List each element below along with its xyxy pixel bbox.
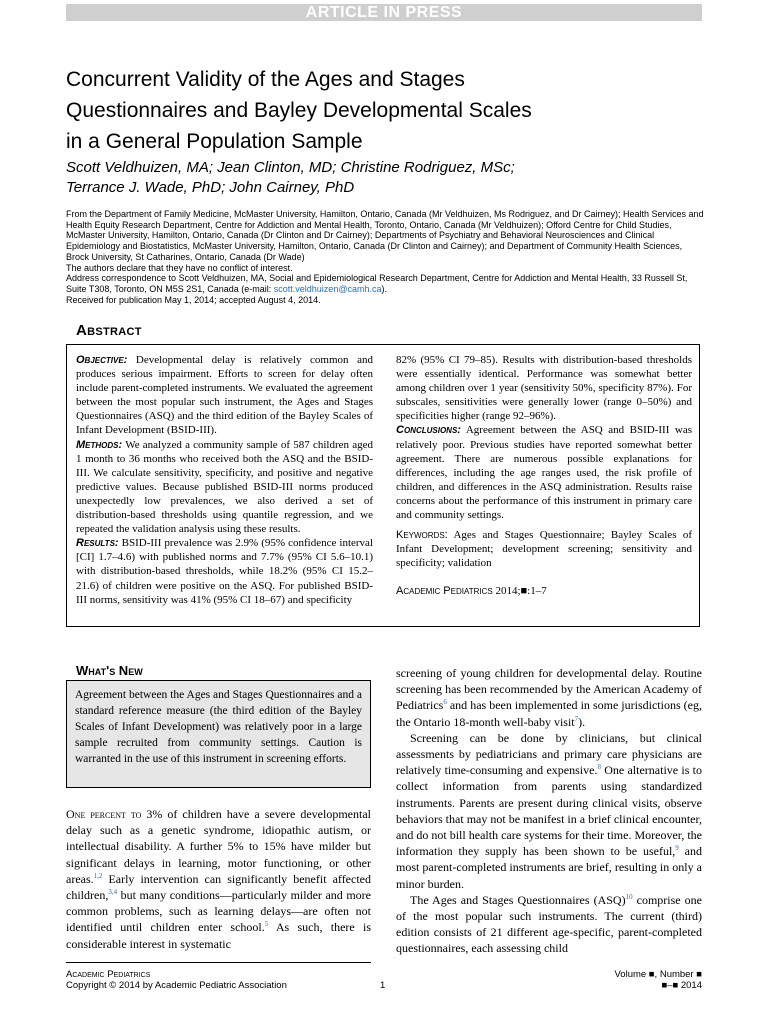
affiliation-text: From the Department of Family Medicine, McMaster University, Hamilton, Ontario, Canada (Mr Veldhuizen, Ms Rodriguez, and Dr Cairney); Health Services and Health Equity Research Department, Centre for Addiction and Mental Health, Toronto, Ontario, Canada (Mr Veldhuizen); Offord Centre for Child Studies, McMaster University, Hamilton, Ontario, Canada (Dr Clinton and Dr Cairney); Departments of Psychiatry and Behavioral Neurosciences and Clinical Epidemiology and Biostatistics, McMaster University, Hamilton, Ontario, Canada (Dr Clinton and Cairney); and Department of Community Health Sciences, Brock University, St Catharines, Ontario, Canada (Dr Wade) (66, 209, 704, 262)
author-line: Terrance J. Wade, PhD; John Cairney, PhD (66, 179, 355, 196)
abstract-results-continued (396, 353, 692, 423)
correspondence-address (66, 273, 706, 294)
body-right-column (396, 665, 702, 957)
address-text: Address correspondence to Scott Veldhuizen, MA, Social and Epidemiological Research Department, Centre for Addiction and Mental Health, 33 Russell St, Suite T308, Toronto, ON M5S 2S1, Canada (e-mail: (66, 273, 688, 294)
received-dates: Received for publication May 1, 2014; accepted August 4, 2014. (66, 294, 321, 305)
body-text: ). (578, 714, 586, 729)
abstract-right-column (396, 353, 692, 599)
footer-volume: Volume ■, Number ■ (614, 969, 702, 980)
reference-link[interactable]: 8 (597, 763, 601, 772)
reference-link[interactable]: 10 (625, 892, 633, 901)
title-line: in a General Population Sample (66, 130, 363, 153)
conflict-statement: The authors declare that they have no conflict of interest. (66, 262, 293, 273)
body-left-column (66, 806, 371, 952)
reference-link[interactable]: 9 (675, 844, 679, 853)
body-paragraph-2 (396, 665, 702, 730)
reference-link[interactable]: 1,2 (93, 871, 103, 880)
reference-link[interactable]: 3,4 (108, 888, 118, 897)
body-text: and has been implemented in some jurisdictions (eg, the Ontario 18-month well-baby visit (396, 698, 702, 729)
abstract-left-column (76, 353, 373, 607)
abstract-heading: Abstract (76, 322, 142, 339)
abstract-objective (76, 353, 373, 438)
whats-new-text: Agreement between the Ages and Stages Questionnaires and a standard reference measure (the third edition of the Bayley Scales of Infant Development) was relatively poor in a large sample recruited from community settings. Caution is warranted in the use of this instrument in screening efforts. (75, 689, 362, 765)
email-link[interactable]: scott.veldhuizen@camh.ca (273, 283, 382, 294)
objective-label: Objective: (76, 354, 128, 366)
methods-text: We analyzed a community sample of 587 children aged 1 month to 36 months who received both the ASQ and the BSID-III. We calculate sensitivity, specificity, and positive and negative predictive values. Because published BSID-III norms produced unexpectedly low prevalences, we also derived a set of distribution-based thresholds using quantile regression, and we repeated the validation analysis using these results. (76, 438, 373, 536)
footer-journal: Academic Pediatrics (66, 969, 151, 980)
abstract-conclusions-text: Agreement between the ASQ and BSID-III was relatively poor. Previous studies have reported somewhat better agreement. There are numerous possible explanations for differences, including the age ranges used, the risk profile of children, and differences in the ASQ administration. Results raise concerns about the performance of this instrument in primary care and community settings. (396, 424, 692, 522)
reference-link[interactable]: 5 (264, 920, 269, 929)
body-text: comprise one of the most popular such instruments. The current (third) edition consists of 21 different age-specific, parent-completed questionnaires, each assessing child (396, 892, 703, 956)
affiliations-block (66, 209, 706, 305)
footer-date: ■–■ 2014 (661, 980, 702, 991)
body-text: One alternative is to collect information from parents using standardized instruments. Parents are present during clinical visits, observe behaviors that may not be manifest in a brief clinical encounter, and do not bill health care systems for their time. Moreover, the information they supply has been shown to be useful, (396, 763, 703, 859)
body-text: and most parent-completed instruments are brief, resulting in only a minor burden. (396, 844, 702, 891)
lead-in-text: One percent to (66, 807, 142, 821)
body-text: Screening can be done by clinicians, but clinical assessments by pediatricians and primary care physicians are relatively time-consuming and expensive. (396, 730, 702, 778)
body-text: Early intervention can significantly benefit affected children, (66, 871, 371, 903)
body-text: but many conditions—particularly milder and more common problems, such as learning delays—are often not identified until children enter school. (66, 888, 371, 935)
author-line: Scott Veldhuizen, MA; Jean Clinton, MD; Christine Rodriguez, MSc; (66, 159, 515, 176)
address-end: ). (381, 283, 387, 294)
journal-citation: 2014;■:1–7 (492, 585, 547, 598)
results-text: BSID-III prevalence was 2.9% (95% confidence interval [CI] 1.7–4.6) with published norms and 7.7% (95% CI 5.6–10.1) with distribution-based thresholds, while 18.2% (95% CI 15.2–21.6) of children were positive on the ASQ. For published BSID-III norms, sensitivity was 41% (95% CI 18–67) and specificity (76, 537, 373, 606)
abstract-keywords (396, 528, 692, 570)
body-text: screening of young children for developmental delay. Routine screening has been recommended by the American Academy of Pediatrics (396, 666, 702, 713)
abstract-conclusions (396, 423, 692, 522)
whats-new-box (66, 680, 371, 788)
reference-link[interactable]: 7 (574, 714, 579, 723)
abstract-methods (76, 438, 373, 537)
abstract-keywords-label: Keywords: (396, 529, 448, 542)
reference-link[interactable]: 6 (443, 698, 447, 707)
banner-text: ARTICLE IN PRESS (305, 4, 463, 21)
author-list (66, 158, 706, 198)
abstract-journal-citation (396, 584, 692, 598)
results-label: Results: (76, 537, 119, 550)
footer-copyright: Copyright © 2014 by Academic Pediatric Association (66, 980, 287, 991)
page-number: 1 (380, 980, 386, 991)
abstract-conclusions-label: Conclusions: (396, 424, 461, 437)
footer-right (614, 969, 702, 991)
whats-new-heading: What's New (76, 663, 143, 678)
footer-divider (66, 962, 371, 963)
footer-left (66, 969, 287, 991)
body-text: The Ages and Stages Questionnaires (ASQ) (410, 892, 626, 907)
objective-text: Developmental delay is relatively common and produces serious impairment. Efforts to screen for delay often include parent-completed instruments. We evaluated the agreement between the most popular such instrument, the Ages and Stages Questionnaires (ASQ) and the third edition of the Bayley Scales of Infant Development (BSID-III). (76, 354, 373, 437)
article-title (66, 64, 706, 157)
article-in-press-banner (66, 4, 702, 21)
abstract-results (76, 536, 373, 606)
journal-name: Academic Pediatrics (396, 585, 493, 598)
body-text: As such, there is considerable interest in systematic (66, 920, 371, 951)
body-paragraph-3 (396, 730, 702, 892)
abstract-keywords-text: Ages and Stages Questionnaire; Bayley Scales of Infant Development; development screening; sensitivity and specificity; validation (396, 529, 692, 570)
body-paragraph-4 (396, 892, 702, 957)
title-line: Concurrent Validity of the Ages and Stages (66, 68, 465, 91)
results-text-continued: 82% (95% CI 79–85). Results with distribution-based thresholds were essentially identical. Performance was somewhat better among children over 1 year (sensitivity 50%, specificity 87%). For subscales, sensitivities were generally lower (range 0–50%) and specificities higher (range 92–96%). (396, 354, 692, 423)
methods-label: Methods: (76, 438, 123, 451)
body-text: 3% of children have a severe developmental delay such as a genetic syndrome, idiopathic autism, or intellectual disability. A further 5% to 15% have milder but significant delays in learning, motor functioning, or other areas. (66, 807, 371, 886)
title-line: Questionnaires and Bayley Developmental Scales (66, 99, 532, 122)
body-paragraph-1 (66, 806, 371, 952)
